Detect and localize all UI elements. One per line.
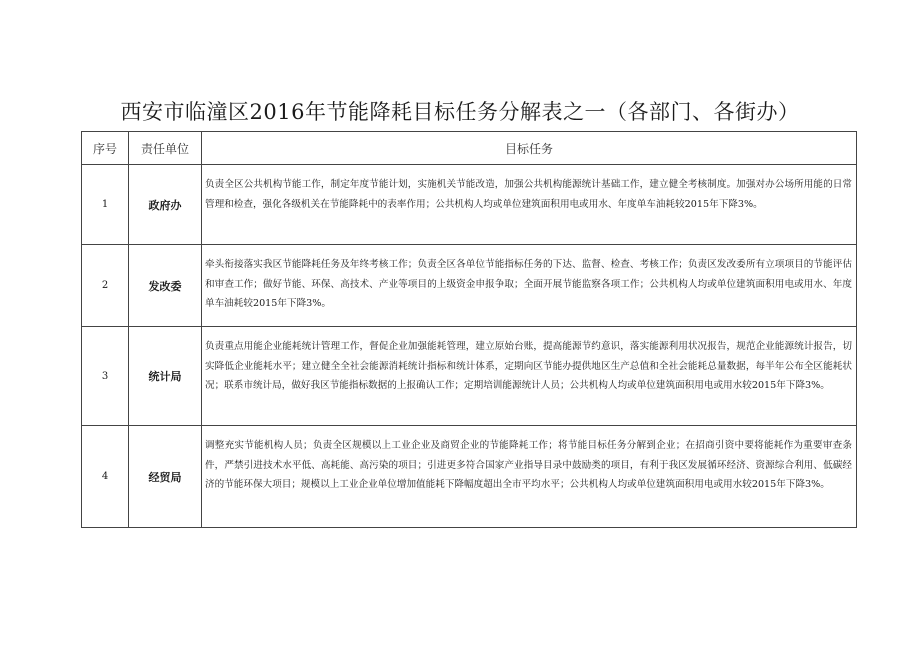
table-row [82,245,857,327]
header-unit: 责任单位 [129,132,202,165]
header-task: 目标任务 [202,132,857,165]
table-row [82,426,857,528]
row-number: 2 [82,245,129,327]
page-title: 西安市临潼区2016年节能降耗目标任务分解表之一（各部门、各街办） [120,100,800,124]
table-header-row [82,132,857,165]
row-number: 1 [82,165,129,245]
target-task: 牵头衔接落实我区节能降耗任务及年终考核工作；负责全区各单位节能指标任务的下达、监督、检查、考核工作；负责区发改委所有立项项目的节能评估和审查工作；做好节能、环保、高技术、产业等项目的上级资金申报争取；全面开展节能监察各项工作；公共机构人均或单位建筑面积用电或用水、年度单车油耗较2015年下降3%。 [202,245,857,327]
task-table [81,131,857,528]
responsible-unit: 发改委 [129,245,202,327]
table-row [82,165,857,245]
target-task: 负责重点用能企业能耗统计管理工作，督促企业加强能耗管理，建立原始台账，提高能源节约意识，落实能源利用状况报告，规范企业能源统计报告，切实降低企业能耗水平；建立健全全社会能源消耗统计指标和统计体系，定期向区节能办提供地区生产总值和全社会能耗总量数据，每半年公布全区能耗状况；联系市统计局，做好我区节能指标数据的上报确认工作；定期培训能源统计人员；公共机构人均或单位建筑面积用电或用水较2015年下降3%。 [202,327,857,426]
row-number: 4 [82,426,129,528]
responsible-unit: 统计局 [129,327,202,426]
header-no: 序号 [82,132,129,165]
responsible-unit: 经贸局 [129,426,202,528]
target-task: 调整充实节能机构人员；负责全区规模以上工业企业及商贸企业的节能降耗工作；将节能目标任务分解到企业；在招商引资中要将能耗作为重要审查条件，严禁引进技术水平低、高耗能、高污染的项目；引进更多符合国家产业指导目录中鼓励类的项目，有利于我区发展循环经济、资源综合利用、低碳经济的节能环保大项目；规模以上工业企业单位增加值能耗下降幅度超出全市平均水平；公共机构人均或单位建筑面积用电或用水较2015年下降3%。 [202,426,857,528]
target-task: 负责全区公共机构节能工作，制定年度节能计划，实施机关节能改造，加强公共机构能源统计基础工作，建立健全考核制度。加强对办公场所用能的日常管理和检查，强化各级机关在节能降耗中的表率作用；公共机构人均或单位建筑面积用电或用水、年度单车油耗较2015年下降3%。 [202,165,857,245]
table-row [82,327,857,426]
row-number: 3 [82,327,129,426]
responsible-unit: 政府办 [129,165,202,245]
